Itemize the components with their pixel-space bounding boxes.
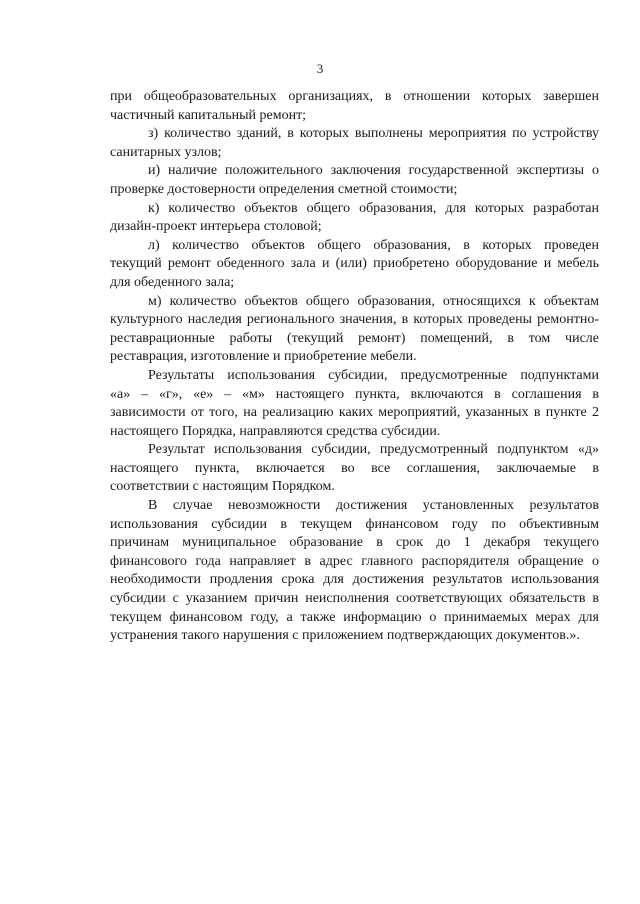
text-line: необходимости продления срока для достижения результатов использования	[110, 572, 599, 588]
text-line: реставрационные работы (текущий ремонт) помещений, в том числе	[110, 330, 599, 346]
text-line: м) количество объектов общего образования, относящихся к объектам	[148, 293, 599, 309]
text-line: текущем финансовом году, а также информацию о принимаемых мерах для	[110, 609, 599, 625]
text-line: реставрация, изготовление и приобретение мебели.	[110, 349, 417, 365]
paragraph	[110, 497, 599, 646]
text-line: дизайн-проект интерьера столовой;	[110, 219, 322, 235]
text-line: к) количество объектов общего образования, для которых разработан	[148, 200, 599, 216]
text-line: текущий ремонт обеденного зала и (или) приобретено оборудование и мебель	[110, 256, 599, 272]
text-line: л) количество объектов общего образования, в которых проведен	[148, 237, 599, 253]
text-line: санитарных узлов;	[110, 144, 222, 160]
page-number: 3	[316, 61, 324, 76]
text-line: Результаты использования субсидии, предусмотренные подпунктами	[148, 367, 599, 383]
text-line: и) наличие положительного заключения государственной экспертизы о	[148, 163, 599, 179]
paragraph	[110, 293, 599, 367]
text-line: Результат использования субсидии, предусмотренный подпунктом «д»	[148, 442, 599, 458]
text-line: настоящего Порядка, направляются средства субсидии.	[110, 423, 441, 439]
text-line: зависимости от того, на реализацию каких мероприятий, указанных в пункте 2	[110, 405, 599, 421]
paragraph	[110, 88, 599, 125]
paragraph	[110, 200, 599, 237]
text-line: финансового года направляет в адрес главного распорядителя обращение о	[110, 553, 599, 569]
paragraph	[110, 237, 599, 293]
text-line: субсидии с указанием причин неисполнения соответствующих обязательств в	[110, 591, 599, 607]
text-line: проверке достоверности определения сметной стоимости;	[110, 181, 458, 197]
text-line: В случае невозможности достижения установленных результатов	[148, 498, 599, 514]
text-line: при общеобразовательных организациях, в отношении которых завершен	[110, 89, 599, 104]
text-line: з) количество зданий, в которых выполнены мероприятия по устройству	[148, 126, 599, 142]
text-line: использования субсидии в текущем финансовом году по объективным	[110, 516, 599, 532]
text-line: настоящего пункта, включается во все соглашения, заключаемые в	[110, 460, 599, 476]
text-line: соответствии с настоящим Порядком.	[110, 479, 335, 495]
text-line: «а» – «г», «е» – «м» настоящего пункта, включаются в соглашения в	[110, 386, 599, 402]
document-body	[110, 88, 599, 646]
text-line: культурного наследия регионального значения, в которых проведены ремонтно-	[110, 312, 599, 328]
text-line: для обеденного зала;	[110, 274, 235, 290]
text-line: причинам муниципальное образование в срок до 1 декабря текущего	[110, 535, 599, 551]
paragraph	[110, 125, 599, 162]
text-line: частичный капитальный ремонт;	[110, 107, 307, 123]
paragraph	[110, 162, 599, 199]
text-line: устранения такого нарушения с приложением подтверждающих документов.».	[110, 628, 580, 644]
paragraph	[110, 441, 599, 497]
paragraph	[110, 367, 599, 441]
